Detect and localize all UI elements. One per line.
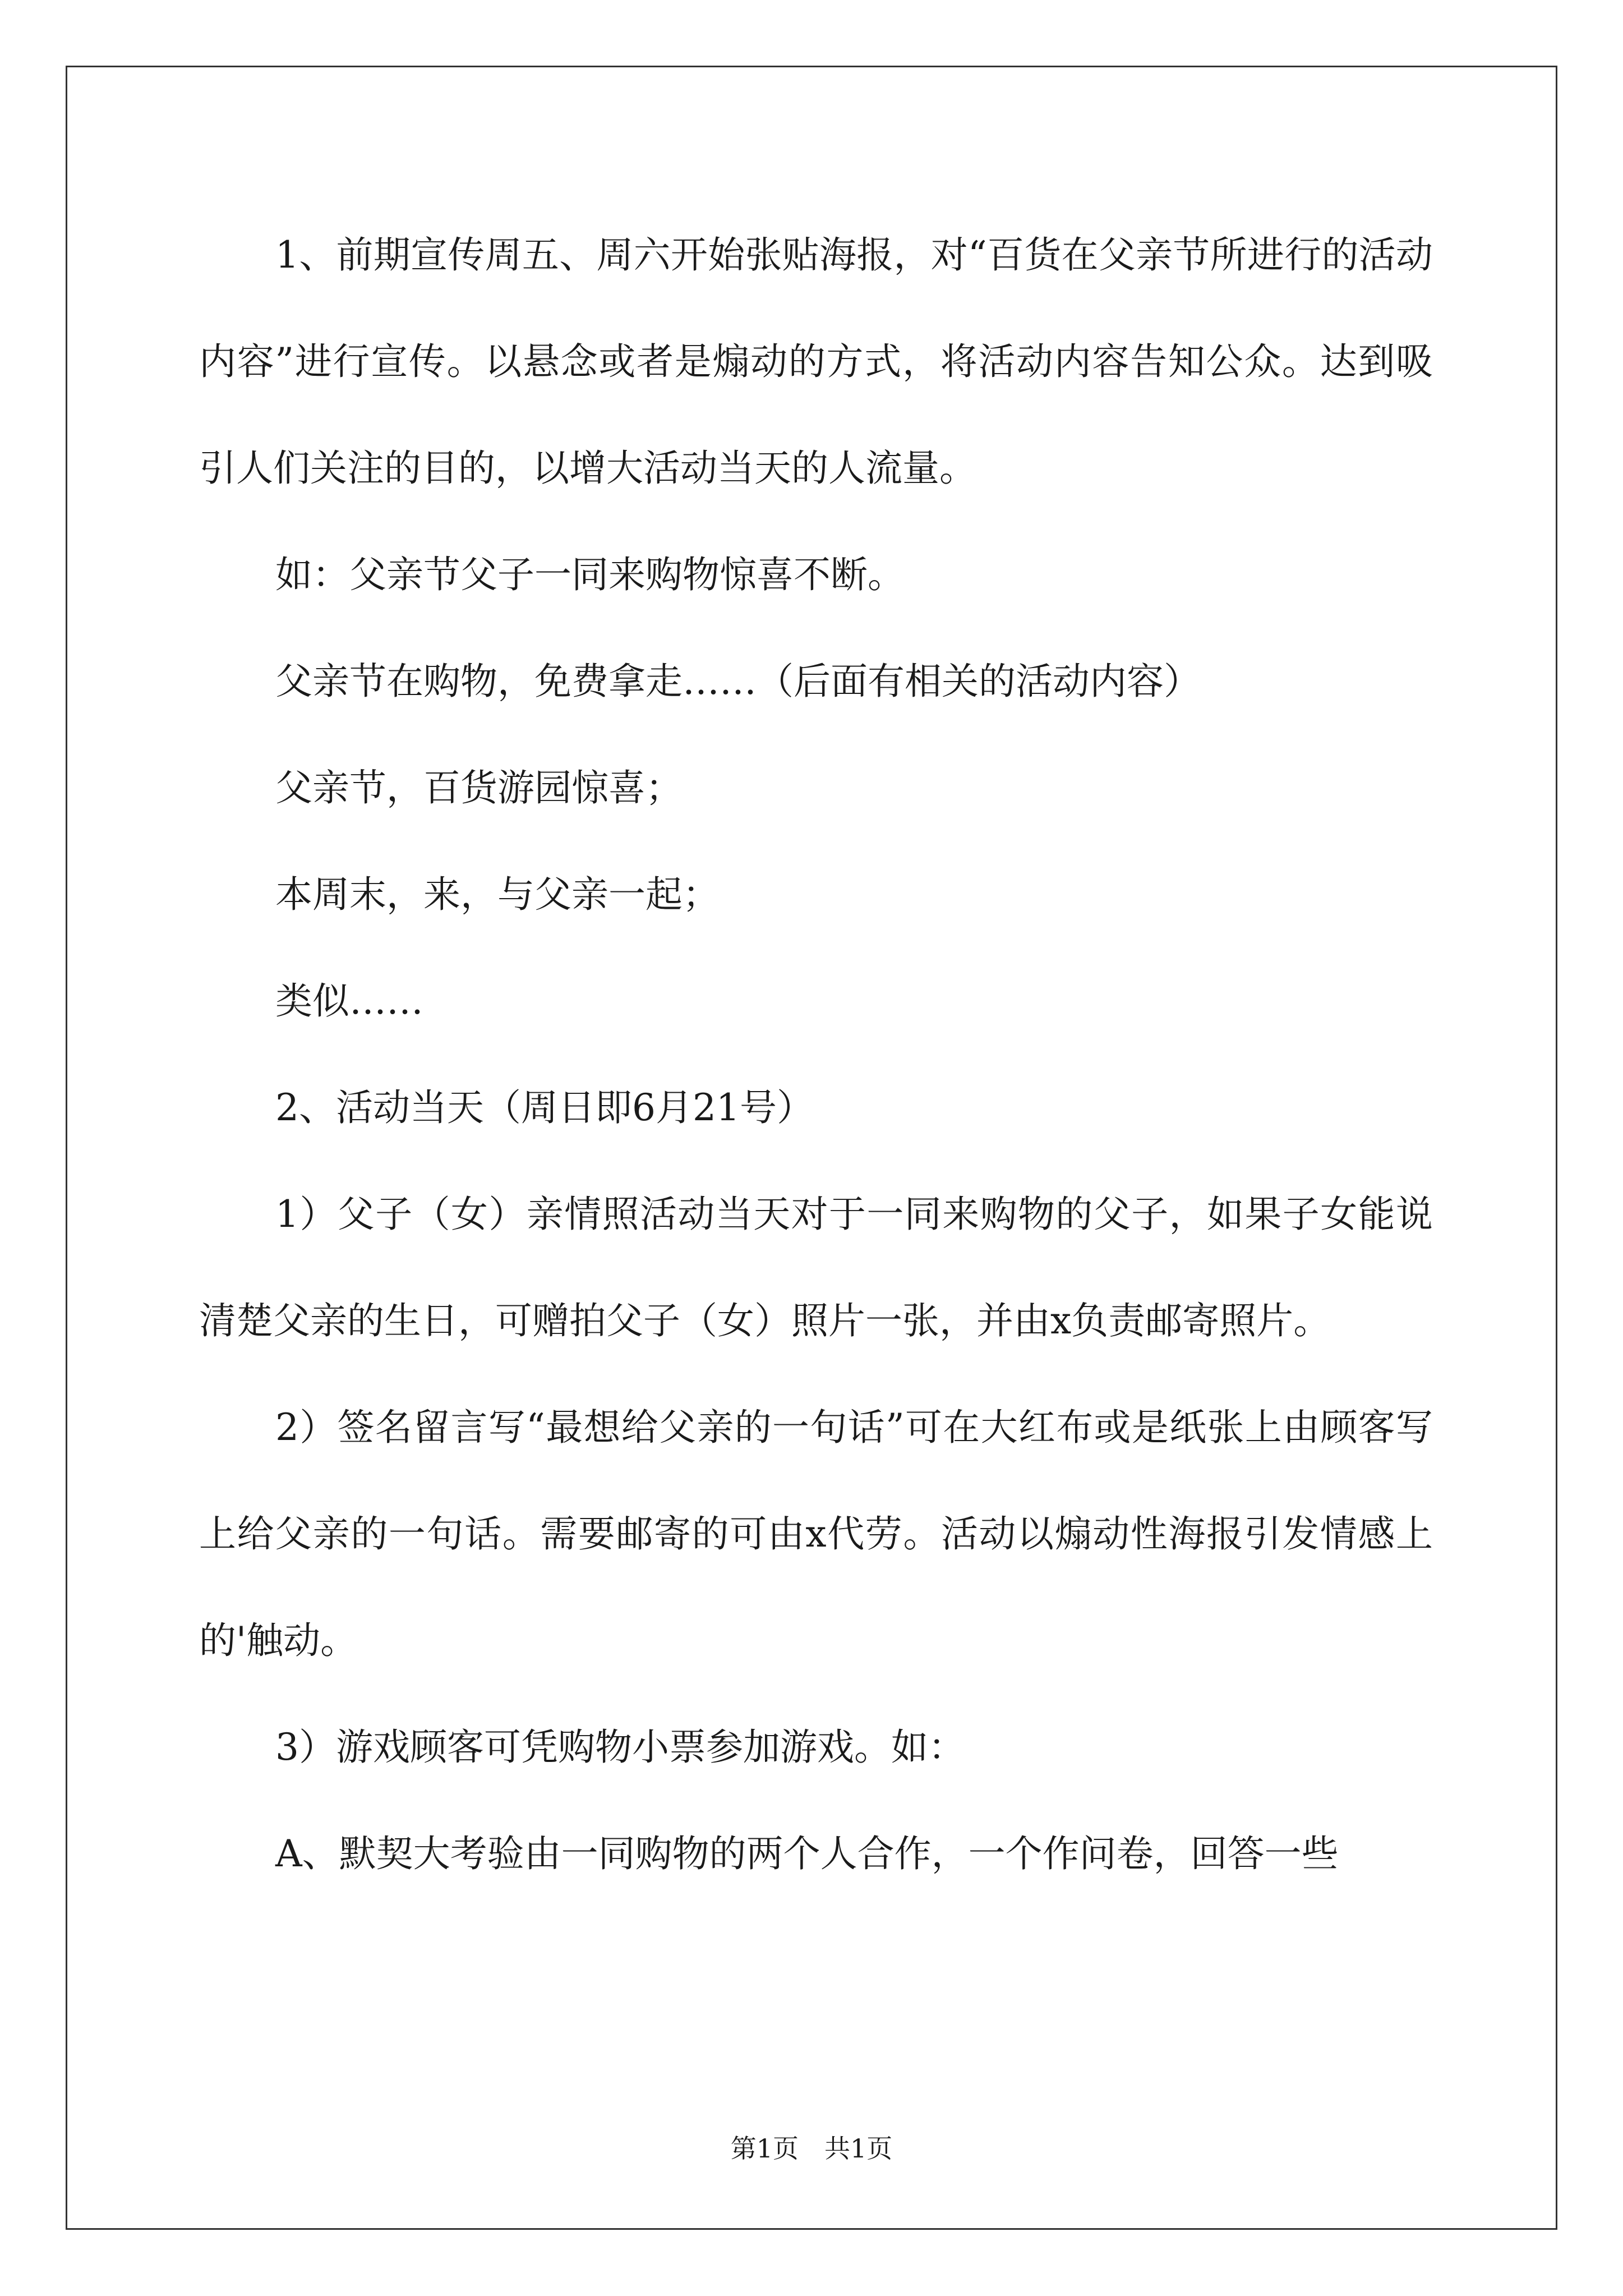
paragraph-1: 1、前期宣传周五、周六开始张贴海报，对“百货在父亲节所进行的活动内容”进行宣传。以悬念或者是煽动的方式，将活动内容告知公众。达到吸引人们关注的目的，以增大活动当天的人流量。	[199, 233, 1433, 490]
document-body	[199, 202, 1433, 1907]
paragraph-10: 3）游戏顾客可凭购物小票参加游戏。如：	[275, 1726, 965, 1769]
paragraph-11: A、默契大考验由一同购物的两个人合作，一个作问卷，回答一些	[275, 1832, 1339, 1875]
paragraph-4: 父亲节，百货游园惊喜；	[275, 766, 683, 809]
paragraph-3: 父亲节在购物，免费拿走……（后面有相关的活动内容）	[275, 660, 1201, 703]
paragraph-5: 本周末，来，与父亲一起；	[275, 873, 720, 916]
paragraph-7: 2、活动当天（周日即6月21号）	[275, 1086, 814, 1129]
paragraph-9: 2）签名留言写“最想给父亲的一句话”可在大红布或是纸张上由顾客写上给父亲的一句话。需要邮寄的可由x代劳。活动以煽动性海报引发情感上的'触动。	[199, 1406, 1433, 1662]
paragraph-2: 如：父亲节父子一同来购物惊喜不断。	[275, 553, 905, 596]
page-footer: 第1页 共1页	[730, 2133, 893, 2164]
paragraph-8: 1）父子（女）亲情照活动当天对于一同来购物的父子，如果子女能说清楚父亲的生日，可赠拍父子（女）照片一张，并由x负责邮寄照片。	[199, 1193, 1433, 1342]
paragraph-6: 类似……	[275, 979, 423, 1023]
